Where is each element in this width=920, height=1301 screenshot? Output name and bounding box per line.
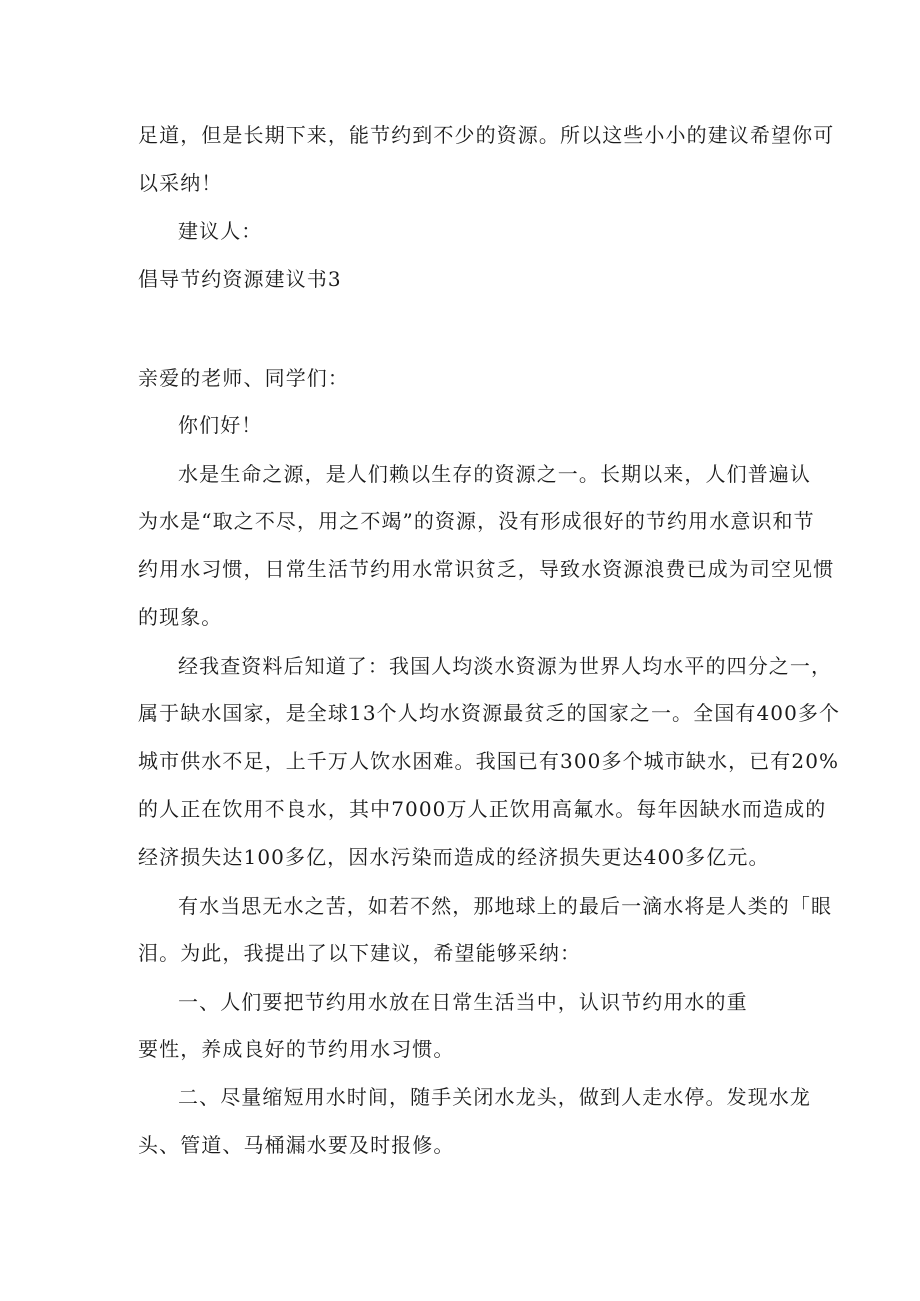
list-item: 头、管道、马桶漏水要及时报修。 (138, 1133, 455, 1157)
text-line: 足道，但是长期下来，能节约到不少的资源。所以这些小小的建议希望你可 (138, 123, 835, 147)
text-line: 为水是“取之不尽，用之不竭”的资源，没有形成很好的节约用水意识和节 (138, 509, 815, 533)
greeting: 你们好！ (178, 413, 263, 437)
list-item: 一、人们要把节约用水放在日常生活当中，认识节约用水的重 (178, 990, 748, 1014)
text-line: 属于缺水国家，是全球13个人均水资源最贫乏的国家之一。全国有400多个 (138, 701, 841, 725)
text-line: 城市供水不足，上千万人饮水困难。我国已有300多个城市缺水，已有20% (138, 749, 840, 773)
salutation: 亲爱的老师、同学们： (138, 366, 349, 390)
text-line: 水是生命之源，是人们赖以生存的资源之一。长期以来，人们普遍认 (178, 462, 811, 486)
text-line: 泪。为此，我提出了以下建议，希望能够采纳： (138, 941, 582, 965)
section-title: 倡导节约资源建议书3 (138, 267, 342, 291)
text-line: 经济损失达100多亿，因水污染而造成的经济损失更达400多亿元。 (138, 845, 770, 869)
text-line: 经我查资料后知道了：我国人均淡水资源为世界人均水平的四分之一， (178, 654, 833, 678)
list-item: 要性，养成良好的节约用水习惯。 (138, 1037, 455, 1061)
text-line: 以采纳！ (138, 171, 223, 195)
text-line: 的人正在饮用不良水，其中7000万人正饮用高氟水。每年因缺水而造成的 (138, 797, 827, 821)
list-item: 二、尽量缩短用水时间，随手关闭水龙头，做到人走水停。发现水龙 (178, 1085, 811, 1109)
text-line: 有水当思无水之苦，如若不然，那地球上的最后一滴水将是人类的「眼 (178, 894, 833, 918)
text-line: 的现象。 (138, 605, 223, 629)
text-line: 约用水习惯，日常生活节约用水常识贫乏，导致水资源浪费已成为司空见惯 (138, 557, 835, 581)
signature-label: 建议人： (178, 219, 263, 243)
